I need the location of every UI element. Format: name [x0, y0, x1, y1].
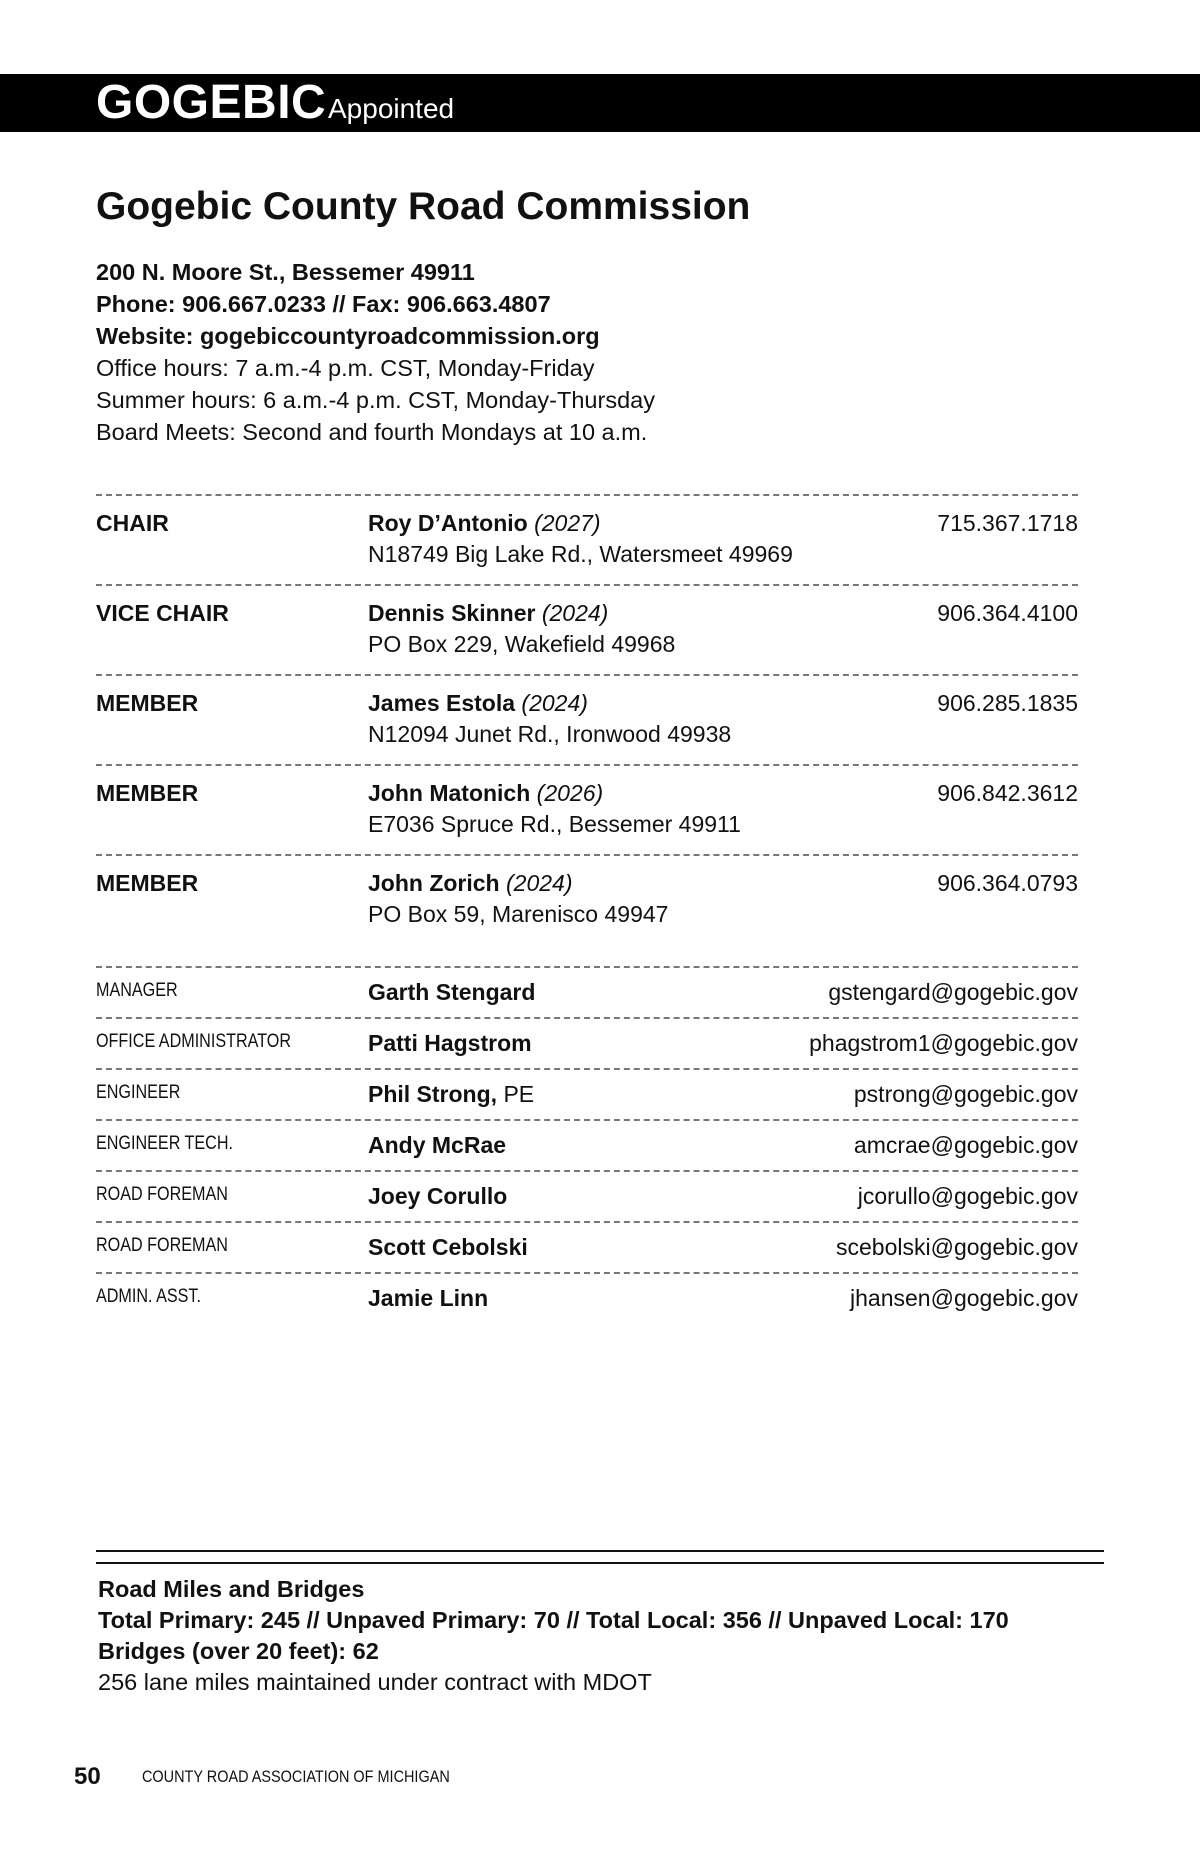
board-address: E7036 Spruce Rd., Bessemer 49911 [368, 811, 741, 837]
board-term: (2024) [541, 600, 609, 626]
org-info [96, 256, 1096, 448]
road-stats-heading: Road Miles and Bridges [98, 1576, 365, 1602]
board-name-line [368, 780, 603, 807]
staff-email: scebolski@gogebic.gov [836, 1234, 1078, 1260]
staff-email: jcorullo@gogebic.gov [857, 1183, 1078, 1209]
page-number: 50 [74, 1763, 101, 1790]
road-stats [98, 1574, 1148, 1698]
board-term: (2026) [536, 780, 604, 806]
staff-name-line [368, 1030, 532, 1057]
board-name-line [368, 510, 601, 537]
board-name-line [368, 690, 588, 717]
staff-row [96, 1272, 1078, 1323]
board-member-name: John Zorich [368, 870, 500, 896]
board-row [96, 764, 1078, 854]
board-row [96, 854, 1078, 944]
board-phone: 715.367.1718 [937, 510, 1078, 536]
board-phone: 906.842.3612 [937, 780, 1078, 806]
staff-row [96, 1221, 1078, 1272]
staff-name: Phil Strong, [368, 1081, 498, 1107]
board-name-line [368, 600, 608, 627]
staff-email: jhansen@gogebic.gov [850, 1285, 1078, 1311]
board-address: PO Box 229, Wakefield 49968 [368, 631, 676, 657]
board-role: MEMBER [96, 690, 199, 716]
board-name-line [368, 870, 573, 897]
staff-row [96, 1119, 1078, 1170]
staff-name-line [368, 1285, 488, 1312]
org-board-meets: Board Meets: Second and fourth Mondays at 10 a.m. [96, 419, 648, 445]
board-address: PO Box 59, Marenisco 49947 [368, 901, 669, 927]
staff-name-line [368, 1081, 534, 1108]
board-row [96, 674, 1078, 764]
county-type: Appointed [328, 93, 455, 124]
staff-row [96, 1068, 1078, 1119]
board-role: MEMBER [96, 870, 199, 896]
staff-name: Garth Stengard [368, 979, 536, 1005]
staff-name: Joey Corullo [368, 1183, 508, 1209]
board-phone: 906.285.1835 [937, 690, 1078, 716]
staff-role: OFFICE ADMINISTRATOR [96, 1031, 292, 1052]
board-term: (2027) [534, 510, 601, 536]
county-name: GOGEBIC [96, 76, 327, 129]
staff-role: ADMIN. ASST. [96, 1286, 202, 1307]
staff-name-line [368, 1234, 528, 1261]
road-stats-totals: Total Primary: 245 // Unpaved Primary: 70 // Total Local: 356 // Unpaved Local: 170 [98, 1607, 1009, 1633]
board-member-name: Roy D’Antonio [368, 510, 528, 536]
staff-role: ROAD FOREMAN [96, 1184, 228, 1205]
staff-name: Andy McRae [368, 1132, 507, 1158]
board-row [96, 494, 1078, 584]
staff-email: amcrae@gogebic.gov [853, 1132, 1078, 1158]
staff-email: pstrong@gogebic.gov [853, 1081, 1078, 1107]
org-address: 200 N. Moore St., Bessemer 49911 [96, 259, 475, 285]
staff-name-line [368, 1132, 506, 1159]
board-phone: 906.364.0793 [937, 870, 1078, 896]
publication-name: COUNTY ROAD ASSOCIATION OF MICHIGAN [142, 1767, 450, 1786]
staff-name: Scott Cebolski [368, 1234, 528, 1260]
staff-row [96, 1170, 1078, 1221]
staff-name-line [368, 979, 535, 1006]
board-phone: 906.364.4100 [937, 600, 1078, 626]
section-divider [96, 1550, 1104, 1564]
staff-role: ENGINEER TECH. [96, 1133, 234, 1154]
board-term: (2024) [506, 870, 573, 896]
board-member-name: Dennis Skinner [368, 600, 536, 626]
board-role: VICE CHAIR [96, 600, 229, 626]
staff-name-line [368, 1183, 507, 1210]
staff-role: ENGINEER [96, 1082, 181, 1103]
staff-email: gstengard@gogebic.gov [828, 979, 1078, 1005]
staff-suffix: PE [497, 1081, 535, 1107]
board-list [96, 494, 1078, 944]
road-stats-note: 256 lane miles maintained under contract with MDOT [98, 1669, 652, 1695]
board-term: (2024) [521, 690, 588, 716]
board-role: CHAIR [96, 510, 169, 536]
board-address: N18749 Big Lake Rd., Watersmeet 49969 [368, 541, 793, 567]
staff-name: Jamie Linn [368, 1285, 489, 1311]
staff-list [96, 966, 1078, 1323]
org-office-hours: Office hours: 7 a.m.-4 p.m. CST, Monday-Friday [96, 355, 595, 381]
staff-row [96, 1017, 1078, 1068]
org-phone-fax: Phone: 906.667.0233 // Fax: 906.663.4807 [96, 291, 551, 317]
staff-row [96, 966, 1078, 1017]
org-title: Gogebic County Road Commission [96, 185, 751, 228]
board-row [96, 584, 1078, 674]
board-role: MEMBER [96, 780, 199, 806]
org-website: Website: gogebiccountyroadcommission.org [96, 323, 600, 349]
staff-role: MANAGER [96, 980, 178, 1001]
board-address: N12094 Junet Rd., Ironwood 49938 [368, 721, 732, 747]
road-stats-bridges: Bridges (over 20 feet): 62 [98, 1638, 379, 1664]
staff-role: ROAD FOREMAN [96, 1235, 228, 1256]
board-member-name: James Estola [368, 690, 516, 716]
staff-email: phagstrom1@gogebic.gov [809, 1030, 1078, 1056]
board-member-name: John Matonich [368, 780, 531, 806]
county-header-bar [0, 74, 1200, 132]
staff-name: Patti Hagstrom [368, 1030, 532, 1056]
org-summer-hours: Summer hours: 6 a.m.-4 p.m. CST, Monday-Thursday [96, 387, 655, 413]
